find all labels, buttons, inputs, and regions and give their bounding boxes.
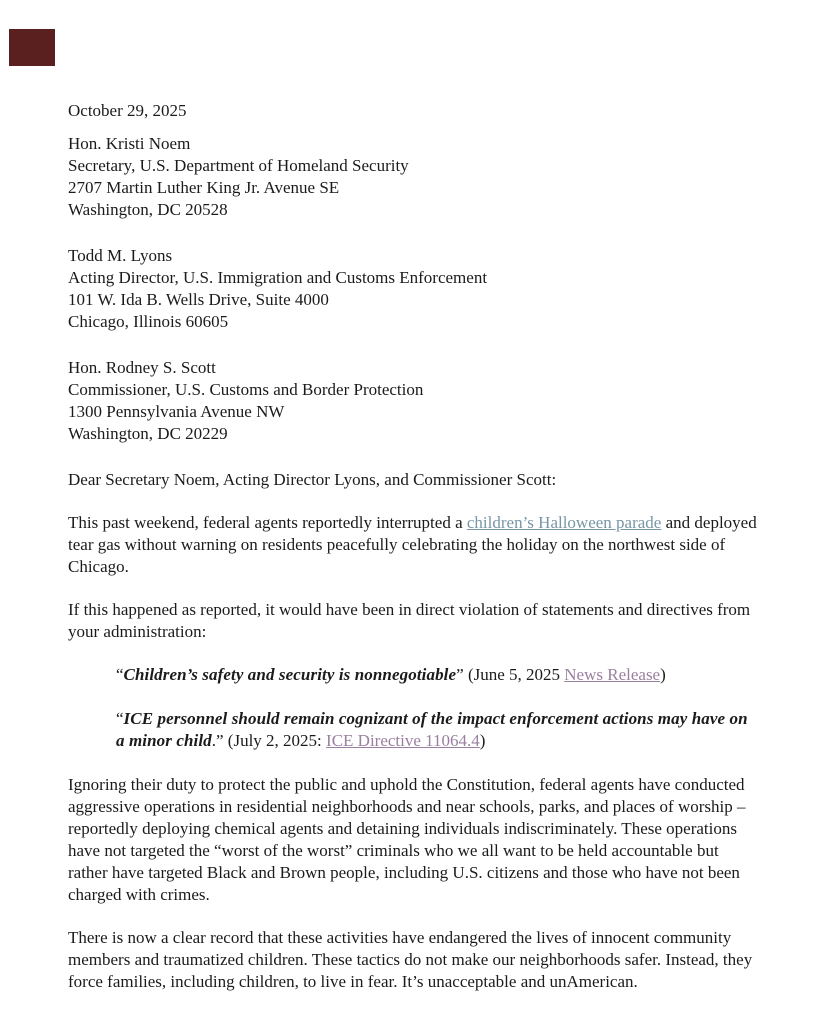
quote-open-mark: “ [116, 665, 124, 684]
recipient-title: Secretary, U.S. Department of Homeland Security [68, 156, 409, 175]
paragraph-incident [68, 512, 758, 578]
quote-close-paren: ) [479, 731, 486, 750]
ice-directive-link[interactable]: ICE Directive 11064.4 [326, 731, 480, 750]
brand-logo-block [9, 29, 55, 66]
quote-emphasis-text: Children’s safety and security is nonnegotiable [123, 665, 457, 684]
recipient-title: Acting Director, U.S. Immigration and Customs Enforcement [68, 268, 488, 287]
paragraph-operations: Ignoring their duty to protect the public and uphold the Constitution, federal agents have conducted aggressive operations in residential neighborhoods and near schools, parks, and places of worship – reportedly deploying chemical agents and detaining individuals indiscriminately. These operations have not targeted the “worst of the worst” criminals who we all want to be held accountable but rather have targeted Black and Brown people, including U.S. citizens and those who have not been charged with crimes. [68, 775, 746, 904]
recipient-block-scott [68, 357, 758, 445]
quote-attribution: ” (June 5, 2025 [456, 665, 565, 684]
quote-open-mark: “ [116, 709, 124, 728]
quote-attribution: .” (July 2, 2025: [211, 731, 327, 750]
quote-emphasis-text: ICE personnel should remain cognizant of the impact enforcement actions may have on a minor child [116, 709, 748, 750]
halloween-parade-link[interactable]: children’s Halloween parade [466, 513, 662, 532]
salutation: Dear Secretary Noem, Acting Director Lyons, and Commissioner Scott: [68, 470, 557, 489]
recipient-street: 1300 Pennsylvania Avenue NW [68, 402, 285, 421]
recipient-city: Washington, DC 20229 [68, 424, 228, 443]
recipient-title: Commissioner, U.S. Customs and Border Protection [68, 380, 424, 399]
recipient-name: Todd M. Lyons [68, 246, 173, 265]
recipient-block-lyons [68, 245, 758, 333]
recipient-street: 101 W. Ida B. Wells Drive, Suite 4000 [68, 290, 329, 309]
quote-ice-directive [68, 708, 758, 752]
recipient-name: Hon. Kristi Noem [68, 134, 191, 153]
quote-children-safety [68, 664, 758, 686]
paragraph-violation: If this happened as reported, it would have been in direct violation of statements and directives from your administration: [68, 600, 751, 641]
paragraph-text: and deployed tear gas without warning on residents peacefully celebrating the holiday on the northwest side of Chicago. [68, 513, 757, 576]
recipient-name: Hon. Rodney S. Scott [68, 358, 216, 377]
recipient-block-noem [68, 133, 758, 221]
news-release-link[interactable]: News Release [564, 665, 661, 684]
paragraph-record: There is now a clear record that these activities have endangered the lives of innocent community members and traumatized children. These tactics do not make our neighborhoods safer. Instead, they force families, including children, to live in fear. It’s unacceptable and unAmerican. [68, 928, 753, 991]
letter-content [68, 100, 758, 1014]
recipient-street: 2707 Martin Luther King Jr. Avenue SE [68, 178, 340, 197]
recipient-city: Washington, DC 20528 [68, 200, 228, 219]
recipient-city: Chicago, Illinois 60605 [68, 312, 229, 331]
quote-close-paren: ) [660, 665, 666, 684]
paragraph-text: This past weekend, federal agents reportedly interrupted a [68, 513, 467, 532]
letter-date: October 29, 2025 [68, 101, 187, 120]
